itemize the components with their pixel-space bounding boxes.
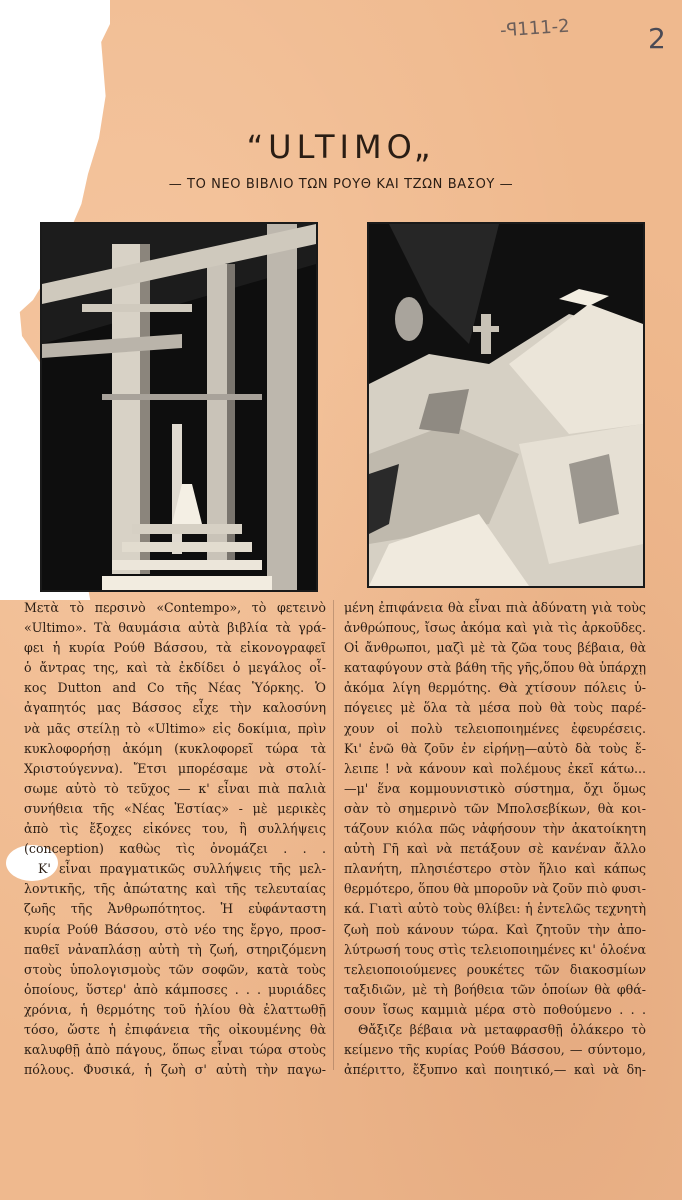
ice-landscape-illustration bbox=[369, 224, 643, 586]
text-line: Μετὰ τὸ περσινὸ «Contempo», τὸ φετεινὸ bbox=[24, 600, 326, 615]
text-line: πόγειες μὲ ὅλα τὰ μέσα ποὺ θὰ τοὺς παρέ- bbox=[344, 700, 646, 716]
paragraph-2 bbox=[24, 859, 326, 1080]
paragraph-1 bbox=[24, 598, 326, 859]
columns-illustration bbox=[42, 224, 316, 590]
text-line: Χριστούγεννα). Ἔτσι μπορέσαμε νὰ στολί- bbox=[24, 760, 326, 776]
text-line: ἀκόμα λίγη θερμότης. Θὰ χτίσουν πόλεις ὑ- bbox=[344, 680, 646, 696]
text-line: ἀγαπητός μας Βάσσος εἶχε τὴν καλοσύνη bbox=[24, 700, 326, 716]
text-line: ἀνθρώπους, ἴσως ἀκόμα καὶ γιὰ τὶς ἀρκοῦδες. bbox=[344, 620, 646, 636]
text-line: τόσο, ὥστε ἡ ἐπιφάνεια τῆς οἰκουμένης θὰ bbox=[24, 1021, 326, 1037]
text-line: φει ἡ κυρία Ρούθ Βάσσου, τὰ εἰκονογραφεῖ bbox=[24, 640, 326, 656]
text-line: συνήθεια τῆς «Νέας Ἑστίας» - μὲ μερικὲς bbox=[24, 800, 326, 816]
text-line: κυρία Ρούθ Βάσσου, στὸ νέο της ἔργο, προσ- bbox=[24, 921, 326, 937]
text-line: ἀπέριττο, ἔξυπνο καὶ ποιητικό,— καὶ νὰ δη- bbox=[344, 1062, 646, 1078]
text-line: καταφύγουν στὰ βάθη τῆς γῆς,ὅπου θὰ ὑπάρχῃ bbox=[344, 660, 646, 676]
column-divider bbox=[333, 600, 334, 1070]
text-line: —μ' ἕνα κομμουνιστικὸ σύστημα, ὄχι ὅμως bbox=[344, 780, 646, 796]
text-line: ὁποίους, ὕστερ' ἀπὸ κάμποσες . . . μυριάδες bbox=[24, 981, 326, 997]
text-line: (conception) καθὼς τὶς ὀνομάζει . . . bbox=[24, 841, 326, 857]
text-line: καλυφθῇ ἀπὸ πάγους, ὅπως εἶναι τώρα στοὺς bbox=[24, 1042, 326, 1058]
text-line: σωμε αὐτὸ τὸ τεῦχος — κ' εἶναι πιὰ παλιὰ bbox=[24, 780, 326, 796]
text-line: Κ' εἶναι πραγματικῶς συλλήψεις τῆς μελ- bbox=[38, 861, 326, 877]
handwritten-reference: -ꟼ111-2 bbox=[499, 15, 571, 42]
text-line: κείμενο τῆς κυρίας Ρούθ Βάσσου, — σύντομο, bbox=[344, 1042, 646, 1058]
handwritten-page-number: 2 bbox=[648, 22, 666, 55]
text-line: θερμότερο, ὅπου θὰ μποροῦν νὰ ζοῦν πιὸ φυσι- bbox=[344, 881, 646, 897]
text-line: ἀπὸ τὶς ἔξοχες εἰκόνες του, ἢ συλλήψεις bbox=[24, 821, 326, 837]
text-line: Θἄξιζε βέβαια νὰ μεταφρασθῇ ὁλάκερο τὸ bbox=[358, 1021, 646, 1037]
text-line: ζωὴ ποὺ κάνουν τώρα. Καὶ ζητοῦν τὴν ἀπο- bbox=[344, 921, 646, 937]
text-line: πλανήτη, πλησιέστερο στὸν ἥλιο καὶ κάπως bbox=[344, 861, 646, 877]
text-line: κά. Γιατὶ αὐτὸ τοὺς θλίβει: ἡ ἐντελῶς τεχνητὴ bbox=[344, 901, 646, 917]
article-subtitle: — ΤΟ ΝΕΟ ΒΙΒΛΙΟ ΤΩΝ ΡΟΥΘ ΚΑΙ ΤΖΩΝ ΒΑΣΟΥ — bbox=[168, 177, 514, 192]
text-line: νὰ μᾶς στείλῃ τὸ «Ultimo» εἰς δοκίμια, πρὶν bbox=[24, 720, 326, 736]
text-line: πόλους. Φυσικά, ἡ ζωὴ σ' αὐτὴ τὴν παγω- bbox=[24, 1062, 326, 1078]
text-line: ταξιδιῶν, μὲ τὴ βοήθεια τῶν ὁποίων θὰ φθά- bbox=[344, 981, 646, 997]
article-column-left bbox=[24, 598, 326, 1080]
text-line: παθεῖ νἀναπλάσῃ αὐτὴ τὴ ζωή, στηριζόμενη bbox=[24, 941, 326, 957]
text-line: λύτρωσή τους στὶς τελειοποιημένες κι' ὁλοένα bbox=[344, 941, 646, 957]
text-line: Κι' ἐνῶ θὰ ζοῦν ἐν εἰρήνῃ—αὐτὸ δὰ τοὺς ἔ- bbox=[344, 740, 646, 756]
text-line: κος Dutton and Co τῆς Νέας Ὑόρκης. Ὁ bbox=[24, 680, 326, 696]
text-line: ζωῆς τῆς Ἀνθρωπότητος. Ἡ εὐφάνταστη bbox=[24, 901, 326, 917]
paragraph-3 bbox=[344, 598, 646, 1020]
text-line: μένη ἐπιφάνεια θὰ εἶναι πιὰ ἀδύνατη γιὰ τοὺς bbox=[344, 600, 646, 615]
text-line: λοντικῆς, τῆς ἀπώτατης καὶ τῆς τελευταίας bbox=[24, 881, 326, 897]
paragraph-4 bbox=[344, 1020, 646, 1080]
text-line: χουν οἱ πολὺ τελειοποιημένες ἐφευρέσεις. bbox=[344, 720, 646, 736]
text-line: λειπε ! νὰ κάνουν καὶ πολέμους ἐκεῖ κάτω... bbox=[344, 760, 646, 776]
text-line: ὁ ἄντρας της, καὶ τὰ ἐκδίδει ὁ μεγάλος οἶ- bbox=[24, 660, 326, 676]
text-line: σὰν τὸ σημερινὸ τῶν Μπολσεβίκων, θὰ κοι- bbox=[344, 800, 646, 816]
text-line: στοὺς ὑπολογισμοὺς τῶν σοφῶν, κατὰ τοὺς bbox=[24, 961, 326, 977]
text-line: Οἱ ἄνθρωποι, μαζὶ μὲ τὰ ζῶα τους βέβαια, θὰ bbox=[344, 640, 646, 656]
text-line: τάζουν κιόλα πῶς νἀφήσουν τὴν ἀκατοίκητη bbox=[344, 821, 646, 837]
text-line: τελειοποιούμενες ρουκέτες τῶν διακοσμίων bbox=[344, 961, 646, 977]
text-line: «Ultimo». Τὰ θαυμάσια αὐτὰ βιβλία τὰ γρά- bbox=[24, 620, 326, 636]
article-column-right bbox=[344, 598, 646, 1080]
text-line: χρόνια, ἡ θερμότης τοῦ ἡλίου θὰ ἐλαττωθῇ bbox=[24, 1001, 326, 1017]
text-line: κυκλοφορήσῃ ἀκόμη (κυκλοφορεῖ τώρα τὰ bbox=[24, 740, 326, 756]
text-line: σουν ἴσως καμμιὰ μέρα στὸ ποθούμενο . . . bbox=[344, 1001, 646, 1017]
illustration-left bbox=[40, 222, 318, 592]
article-title: “ULTIMO„ bbox=[246, 128, 436, 166]
text-line: αὐτὴ Γῆ καὶ νὰ πετάξουν σὲ κανέναν ἄλλο bbox=[344, 841, 646, 857]
illustration-right bbox=[367, 222, 645, 588]
